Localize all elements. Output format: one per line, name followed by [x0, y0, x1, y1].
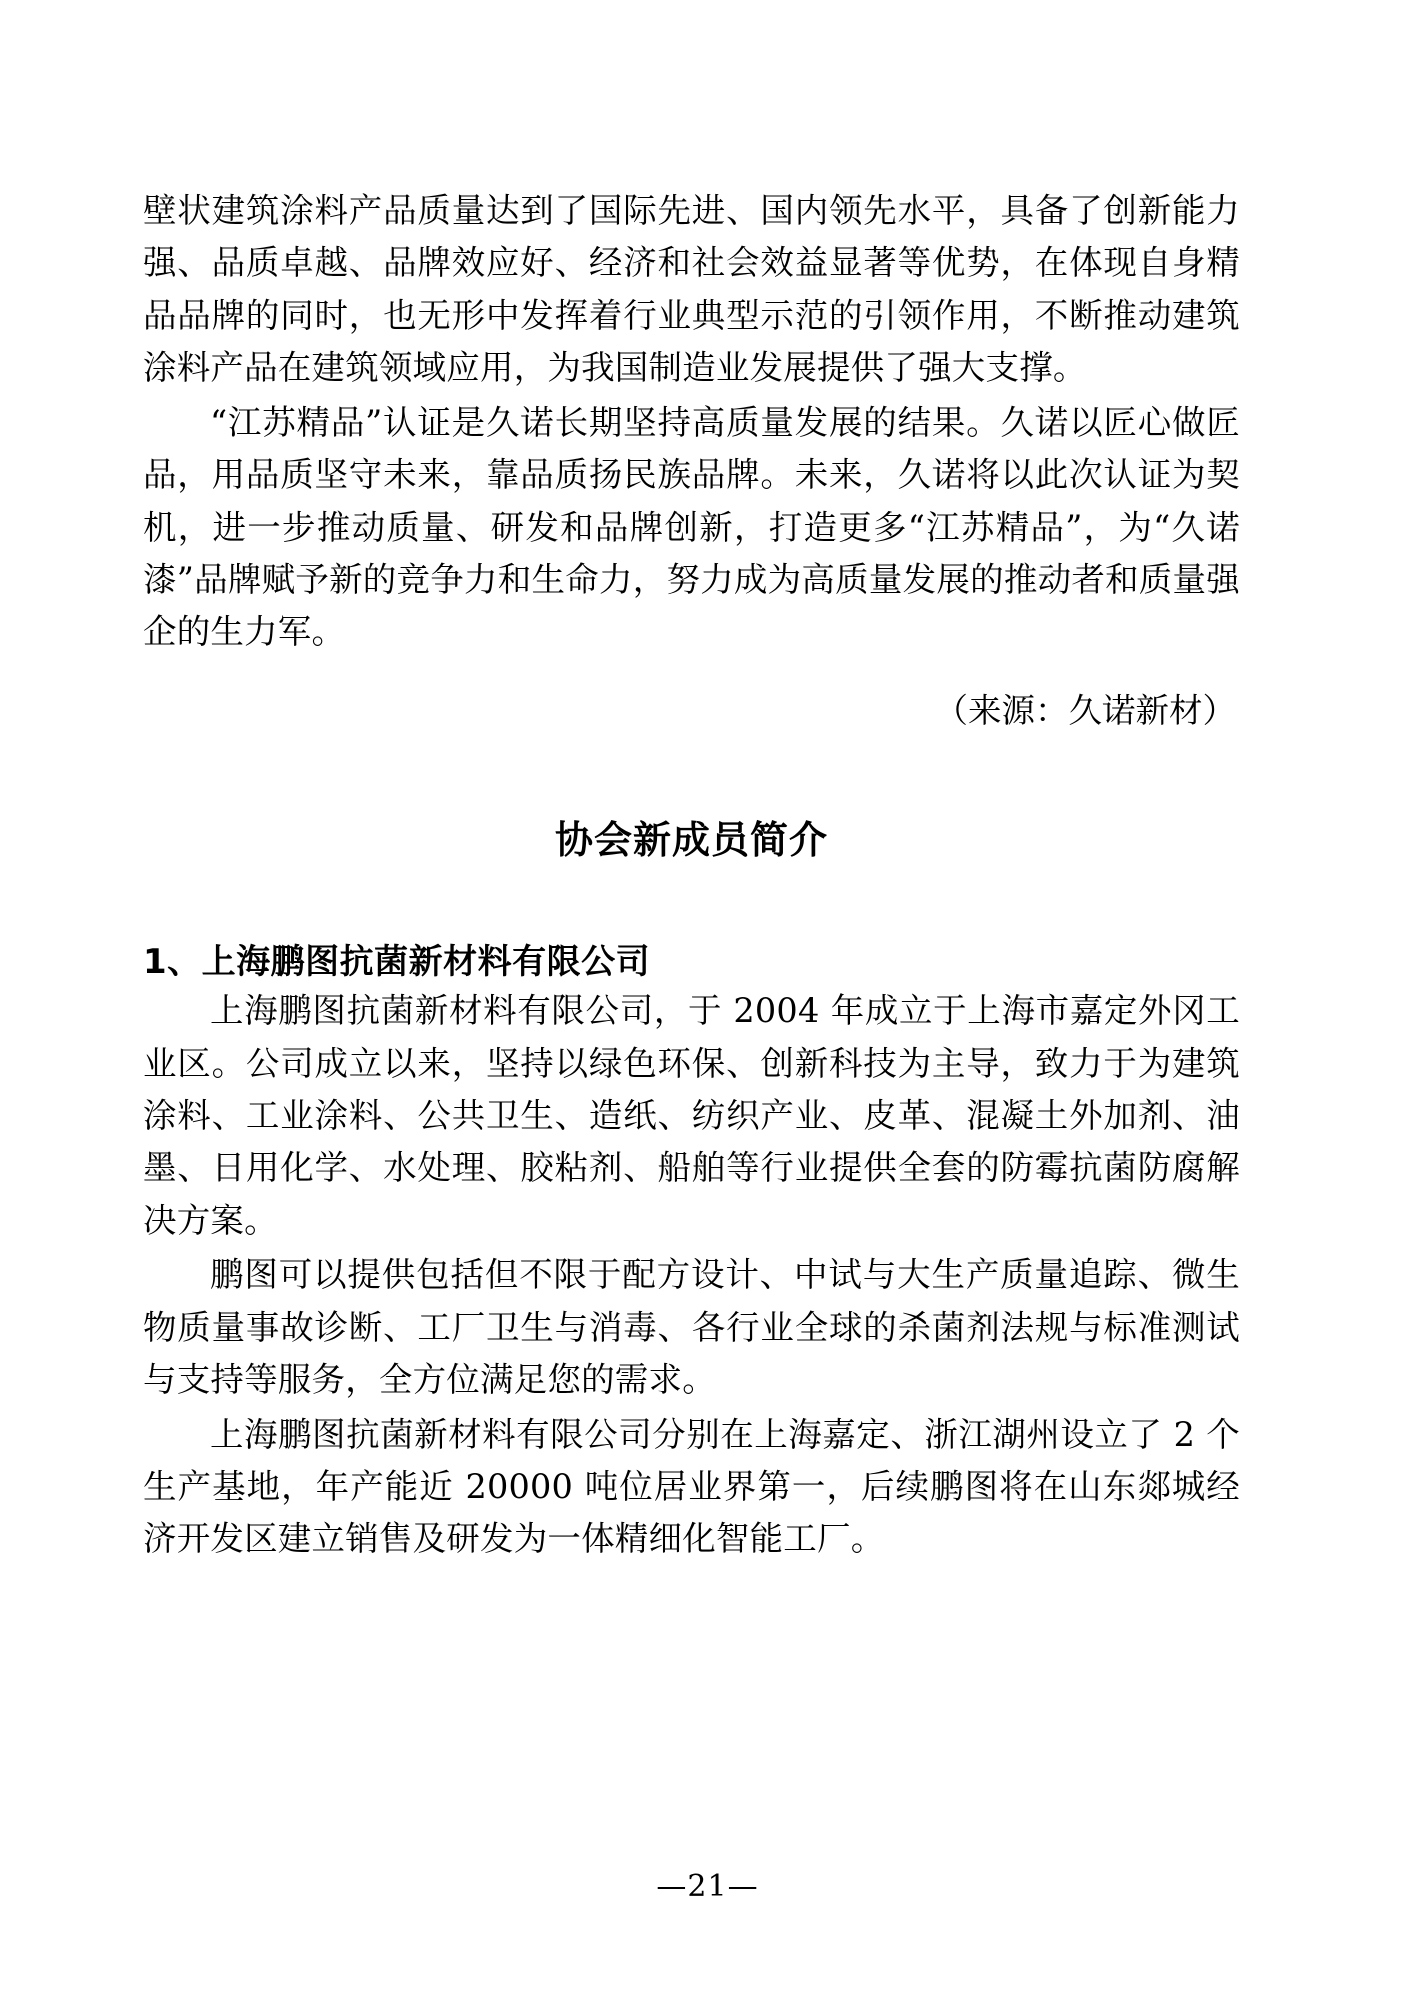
paragraph-company-services: 鹏图可以提供包括但不限于配方设计、中试与大生产质量追踪、微生物质量事故诊断、工厂卫生与消毒、各行业全球的杀菌剂法规与标准测试与支持等服务，全方位满足您的需求。: [143, 1255, 1240, 1400]
page-number: —21—: [656, 1869, 759, 1904]
paragraph-jiangsu-jingpin: “江苏精品”认证是久诺长期坚持高质量发展的结果。久诺以匠心做匠品，用品质坚守未来，靠品质扬民族品牌。未来，久诺将以此次认证为契机，进一步推动质量、研发和品牌创新，打造更多“江苏精品”，为“久诺漆”品牌赋予新的竞争力和生命力，努力成为高质量发展的推动者和质量强企的生力军。: [143, 402, 1240, 652]
paragraph-company-bases: 上海鹏图抗菌新材料有限公司分别在上海嘉定、浙江湖州设立了 2 个生产基地，年产能近 20000 吨位居业界第一，后续鹏图将在山东郯城经济开发区建立销售及研发为一体精细化智能工厂。: [143, 1414, 1240, 1559]
subsection-title: 1、上海鹏图抗菌新材料有限公司: [143, 942, 651, 983]
paragraph-company-intro: 上海鹏图抗菌新材料有限公司，于 2004 年成立于上海市嘉定外冈工业区。公司成立以来，坚持以绿色环保、创新科技为主导，致力于为建筑涂料、工业涂料、公共卫生、造纸、纺织产业、皮革、混凝土外加剂、油墨、日用化学、水处理、胶粘剂、船舶等行业提供全套的防霉抗菌防腐解决方案。: [143, 991, 1240, 1240]
section-title: 协会新成员简介: [554, 818, 828, 863]
source-attribution: （来源：久诺新材）: [934, 690, 1236, 730]
paragraph-continued: 壁状建筑涂料产品质量达到了国际先进、国内领先水平，具备了创新能力强、品质卓越、品牌效应好、经济和社会效益显著等优势，在体现自身精品品牌的同时，也无形中发挥着行业典型示范的引领作用，不断推动建筑涂料产品在建筑领域应用，为我国制造业发展提供了强大支撑。: [143, 191, 1240, 388]
